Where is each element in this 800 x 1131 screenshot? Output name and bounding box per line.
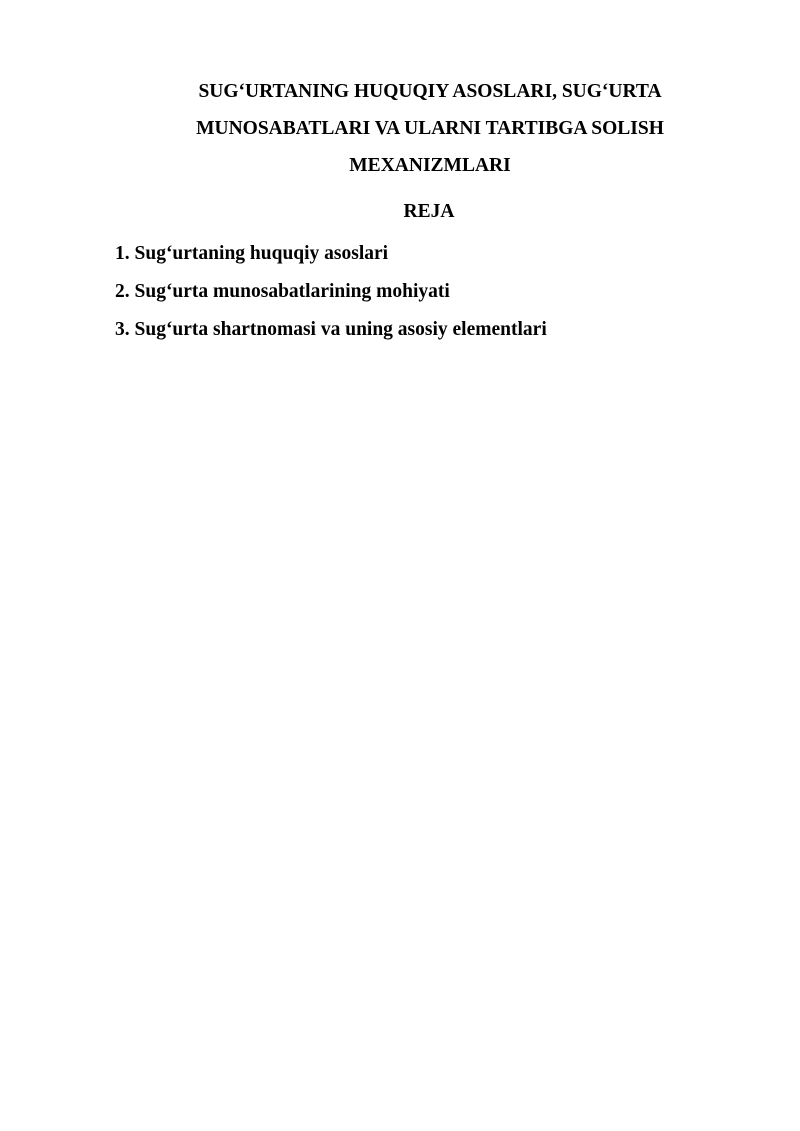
title-line-1: SUG‘URTANING HUQUQIY ASOSLARI, SUG‘URTA [198,81,662,102]
plan-list [115,235,547,349]
plan-item-1: 1. Sug‘urtaning huquqiy asoslari [115,243,389,264]
plan-heading: REJA [403,201,455,222]
title-line-3: MEXANIZMLARI [349,155,511,176]
title-line-2: MUNOSABATLARI VA ULARNI TARTIBGA SOLISH [196,118,664,139]
plan-item-3: 3. Sug‘urta shartnomasi va uning asosiy elementlari [115,319,547,340]
plan-item-2: 2. Sug‘urta munosabatlarining mohiyati [115,281,450,302]
document-title [135,73,725,184]
